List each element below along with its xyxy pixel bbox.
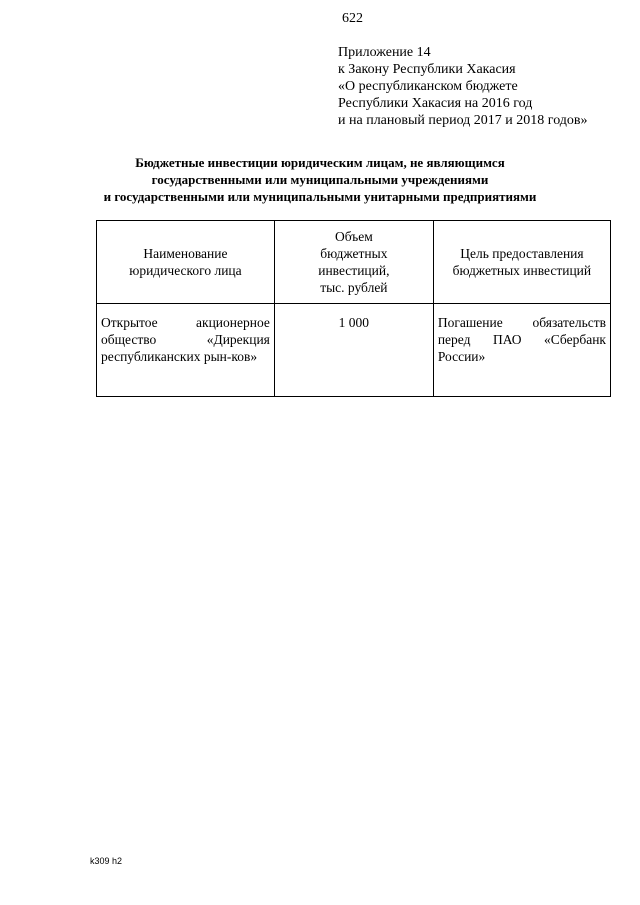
title-line: и государственными или муниципальными унитарными предприятиями (103, 189, 537, 204)
page-number: 622 (342, 11, 363, 26)
table-header-row (97, 221, 611, 304)
footer-code: k309 h2 (90, 856, 123, 866)
title-line: Бюджетные инвестиции юридическим лицам, не являющимся (135, 155, 505, 170)
purpose-cell: Погашение обязательств перед ПАО «Сбербанк России» (433, 304, 610, 397)
appendix-line: «О республиканском бюджете (338, 79, 518, 94)
title-line: государственными или муниципальными учреждениями (151, 172, 489, 187)
header-entity-name: Наименование юридического лица (97, 221, 275, 304)
document-title (80, 154, 560, 205)
header-investment-amount: Объем бюджетных инвестиций, тыс. рублей (274, 221, 433, 304)
appendix-line: к Закону Республики Хакасия (338, 62, 516, 77)
table-row (97, 304, 611, 397)
entity-name-cell: Открытое акционерное общество «Дирекция республиканских рын-ков» (97, 304, 275, 397)
appendix-line: и на плановый период 2017 и 2018 годов» (338, 113, 588, 128)
appendix-line: Республики Хакасия на 2016 год (338, 96, 533, 111)
amount-cell: 1 000 (274, 304, 433, 397)
appendix-line: Приложение 14 (338, 45, 431, 60)
appendix-heading (338, 44, 588, 129)
header-investment-purpose: Цель предоставления бюджетных инвестиций (433, 221, 610, 304)
investments-table (96, 220, 611, 397)
